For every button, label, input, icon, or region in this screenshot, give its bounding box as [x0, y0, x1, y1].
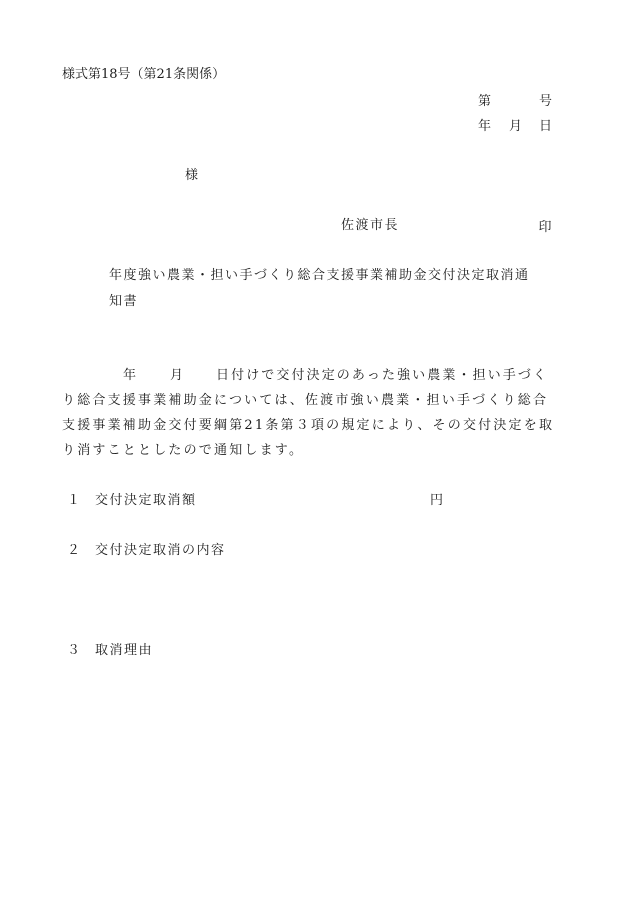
- document-number-suffix: 号: [539, 94, 553, 109]
- document-number-prefix: 第: [478, 94, 492, 109]
- body-line1: 日付けで交付決定のあった強い農業・担い手づく: [216, 368, 549, 383]
- item-number: １: [67, 493, 81, 508]
- date-year: 年: [478, 119, 492, 134]
- body-date-month: 月: [170, 368, 184, 383]
- date-day: 日: [539, 119, 553, 134]
- addressee-honorific: 様: [185, 168, 199, 183]
- date-month: 月: [509, 119, 523, 134]
- seal-label: 印: [538, 220, 552, 233]
- item-number: ２: [67, 543, 81, 558]
- body-line2: り総合支援事業補助金については、佐渡市強い農業・担い手づくり総合: [62, 393, 549, 408]
- item-label: 交付決定取消額: [95, 493, 197, 508]
- body-line4: り消すこととしたので通知します。: [62, 443, 305, 458]
- body-line3: 支援事業補助金交付要綱第21条第３項の規定により、その交付決定を取: [62, 418, 555, 433]
- sender-title: 佐渡市長: [341, 218, 400, 233]
- seal-icon: [538, 219, 552, 233]
- item-label: 交付決定取消の内容: [95, 543, 226, 558]
- item-label: 取消理由: [95, 643, 154, 658]
- form-number: 様式第18号（第21条関係）: [62, 67, 226, 82]
- document-title-line2: 知書: [109, 294, 139, 309]
- item-number: ３: [67, 643, 81, 658]
- seal-mark: [538, 219, 552, 233]
- item-unit: 円: [430, 493, 444, 508]
- body-date-year: 年: [123, 368, 137, 383]
- document-title-line1: 年度強い農業・担い手づくり総合支援事業補助金交付決定取消通: [109, 268, 530, 283]
